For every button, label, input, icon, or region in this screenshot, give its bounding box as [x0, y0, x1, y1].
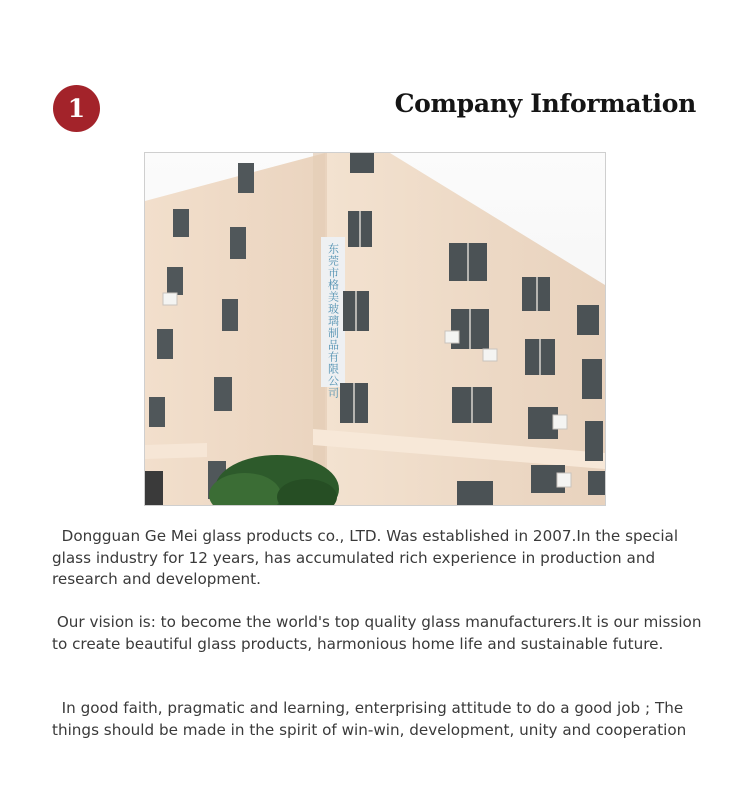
company-intro-paragraph: Dongguan Ge Mei glass products co., LTD. Was established in 2007.In the special glass industry for 12 years, has accumulated rich experience in production and research and development.: [52, 527, 683, 588]
factory-building-photo: [144, 152, 606, 506]
company-values-paragraph: In good faith, pragmatic and learning, enterprising attitude to do a good job ; The things should be made in the spirit of win-win, development, unity and cooperation: [52, 699, 689, 739]
section-number-badge: 1: [53, 85, 100, 132]
section-title: Company Information: [394, 89, 696, 118]
building-signage: 东莞市格美玻璃制品有限公司: [326, 243, 340, 399]
company-vision-paragraph: Our vision is: to become the world's top quality glass manufacturers.It is our mission to create beautiful glass products, harmonious home life and sustainable future.: [52, 613, 707, 653]
